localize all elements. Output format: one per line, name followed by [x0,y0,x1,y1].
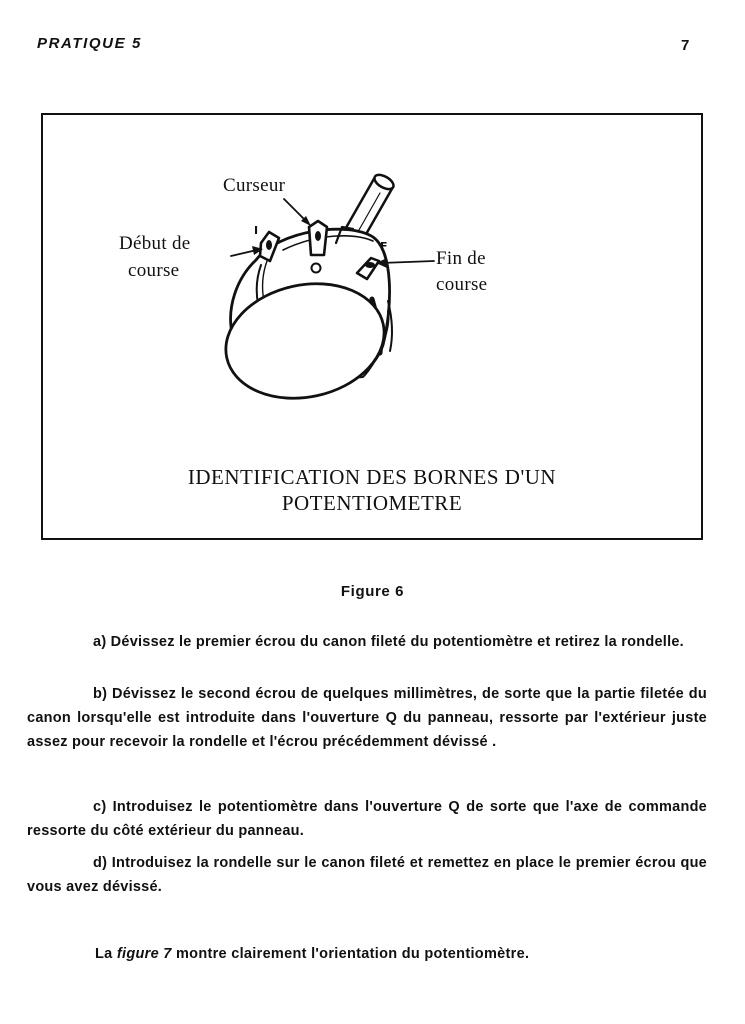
step-b [27,682,707,754]
step-c-text: c) Introduisez le potentiomètre dans l'ouverture Q de sorte que l'axe de commande ressorte du côté extérieur du panneau. [27,799,707,839]
label-fin-line2: course [436,274,488,295]
mark-f: F [380,240,388,253]
caption-line-1: IDENTIFICATION DES BORNES D'UN [187,465,557,489]
step-a-text: a) Dévissez le premier écrou du canon fileté du potentiomètre et retirez la rondelle. [93,634,684,650]
step-d-text: d) Introduisez la rondelle sur le canon fileté et remettez en place le premier écrou que vous avez dévissé. [27,855,707,895]
closing-sentence [95,946,529,962]
figure-7-reference: figure 7 [116,946,172,962]
label-fin-line1: Fin de [436,248,486,269]
closing-pre: La [95,946,117,962]
label-debut-line1: Début de [119,233,191,254]
figure-frame [41,113,703,540]
caption-line-2: POTENTIOMETRE [281,491,463,515]
closing-post: montre clairement l'orientation du potentiomètre. [171,946,530,962]
step-c [27,795,707,843]
figure-number: Figure 6 [340,583,405,600]
step-a [27,630,707,654]
running-header: PRATIQUE 5 [37,35,142,52]
step-b-text: b) Dévissez le second écrou de quelques millimètres, de sorte que la partie filetée du canon lorsqu'elle est introduite dans l'ouverture Q du panneau, ressorte par l'extérieur juste assez pour recevoir la rondelle et l'écrou précédemment dévissé . [27,686,707,750]
label-curseur: Curseur [223,175,286,196]
page-number: 7 [681,37,690,54]
mark-i: I [254,224,259,237]
label-debut-line2: course [128,260,180,281]
step-d [27,851,707,899]
figure-caption [43,464,701,516]
